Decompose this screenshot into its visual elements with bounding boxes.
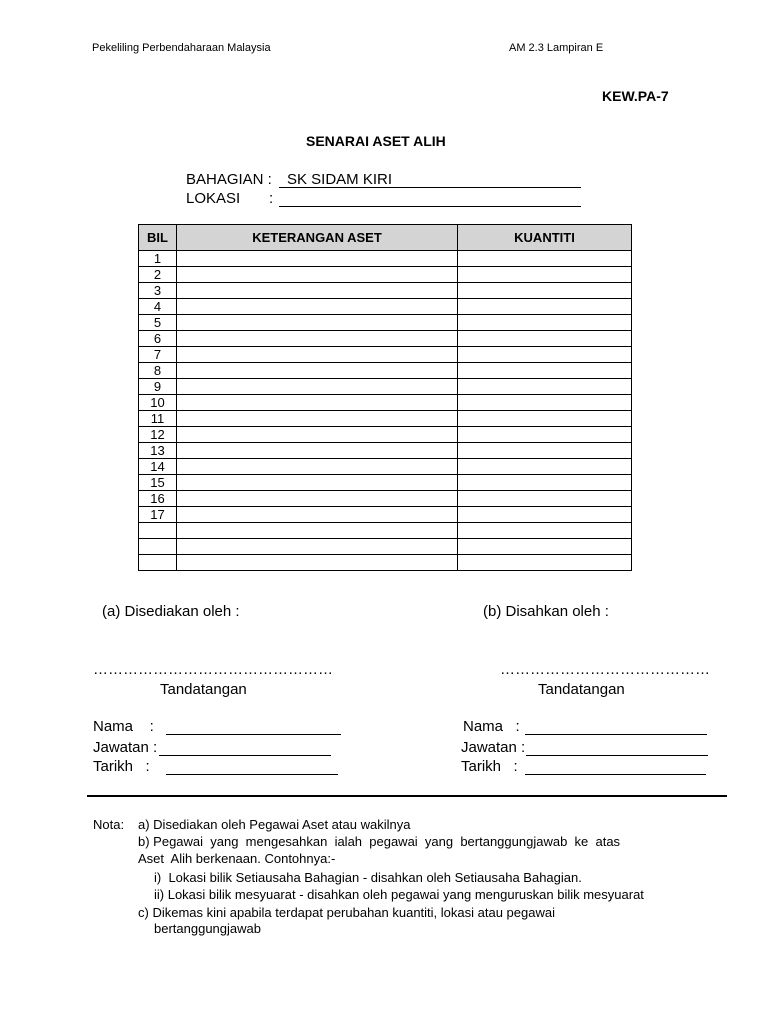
row-number: 2 — [139, 267, 177, 283]
kuantiti-cell[interactable] — [458, 315, 632, 331]
jawatan-left-underline — [159, 755, 331, 756]
table-row — [139, 507, 632, 523]
table-row — [139, 491, 632, 507]
column-header-bil: BIL — [139, 225, 177, 251]
table-row — [139, 267, 632, 283]
kuantiti-cell[interactable] — [458, 491, 632, 507]
keterangan-cell[interactable] — [177, 379, 458, 395]
nama-right-label: Nama : — [463, 718, 520, 735]
kuantiti-cell[interactable] — [458, 427, 632, 443]
row-number: 10 — [139, 395, 177, 411]
tandatangan-right: Tandatangan — [538, 681, 625, 698]
column-header-kuantiti: KUANTITI — [458, 225, 632, 251]
row-number: 16 — [139, 491, 177, 507]
row-number — [139, 523, 177, 539]
row-number: 15 — [139, 475, 177, 491]
signature-line-right: …………………………………… — [500, 661, 710, 678]
lokasi-colon: : — [269, 190, 274, 207]
note-b-line1: b) Pegawai yang mengesahkan ialah pegawai yang bertanggungjawab ke atas — [138, 834, 621, 849]
section-divider — [87, 795, 727, 797]
row-number: 7 — [139, 347, 177, 363]
table-row — [139, 331, 632, 347]
lokasi-label: LOKASI — [186, 190, 241, 207]
kuantiti-cell[interactable] — [458, 523, 632, 539]
keterangan-cell[interactable] — [177, 283, 458, 299]
row-number: 5 — [139, 315, 177, 331]
keterangan-cell[interactable] — [177, 507, 458, 523]
note-c-line1: c) Dikemas kini apabila terdapat perubahan kuantiti, lokasi atau pegawai — [138, 905, 555, 920]
table-row — [139, 379, 632, 395]
table-row — [139, 539, 632, 555]
keterangan-cell[interactable] — [177, 411, 458, 427]
jawatan-right-underline — [526, 755, 708, 756]
keterangan-cell[interactable] — [177, 427, 458, 443]
keterangan-cell[interactable] — [177, 443, 458, 459]
row-number: 14 — [139, 459, 177, 475]
row-number: 3 — [139, 283, 177, 299]
tarikh-right-underline — [525, 774, 706, 775]
tarikh-left-label: Tarikh : — [93, 758, 150, 775]
tandatangan-left: Tandatangan — [160, 681, 247, 698]
keterangan-cell[interactable] — [177, 363, 458, 379]
row-number: 11 — [139, 411, 177, 427]
row-number: 8 — [139, 363, 177, 379]
table-row — [139, 283, 632, 299]
table-row — [139, 475, 632, 491]
table-row — [139, 251, 632, 267]
kuantiti-cell[interactable] — [458, 347, 632, 363]
notes-label: Nota: — [93, 817, 125, 832]
table-row — [139, 347, 632, 363]
table-row — [139, 315, 632, 331]
page-title: SENARAI ASET ALIH — [306, 133, 446, 149]
table-row — [139, 459, 632, 475]
row-number — [139, 555, 177, 571]
form-code: KEW.PA-7 — [602, 88, 669, 104]
header-left: Pekeliling Perbendaharaan Malaysia — [92, 42, 271, 54]
approved-by-label: (b) Disahkan oleh : — [483, 603, 609, 620]
signature-line-left: ………………………………………… — [93, 661, 333, 678]
row-number — [139, 539, 177, 555]
prepared-by-label: (a) Disediakan oleh : — [102, 603, 240, 620]
bahagian-label: BAHAGIAN : — [186, 171, 272, 188]
lokasi-underline — [279, 206, 581, 207]
table-row — [139, 299, 632, 315]
table-row — [139, 555, 632, 571]
kuantiti-cell[interactable] — [458, 443, 632, 459]
keterangan-cell[interactable] — [177, 331, 458, 347]
nama-right-underline — [525, 734, 707, 735]
table-header-row — [139, 225, 632, 251]
keterangan-cell[interactable] — [177, 459, 458, 475]
kuantiti-cell[interactable] — [458, 507, 632, 523]
keterangan-cell[interactable] — [177, 491, 458, 507]
row-number: 17 — [139, 507, 177, 523]
keterangan-cell[interactable] — [177, 539, 458, 555]
keterangan-cell[interactable] — [177, 523, 458, 539]
tarikh-left-underline — [166, 774, 338, 775]
kuantiti-cell[interactable] — [458, 283, 632, 299]
kuantiti-cell[interactable] — [458, 363, 632, 379]
kuantiti-cell[interactable] — [458, 267, 632, 283]
kuantiti-cell[interactable] — [458, 475, 632, 491]
kuantiti-cell[interactable] — [458, 331, 632, 347]
kuantiti-cell[interactable] — [458, 539, 632, 555]
row-number: 6 — [139, 331, 177, 347]
kuantiti-cell[interactable] — [458, 251, 632, 267]
nama-left-label: Nama : — [93, 718, 154, 735]
note-ii: ii) Lokasi bilik mesyuarat - disahkan oleh pegawai yang menguruskan bilik mesyuarat — [154, 887, 644, 902]
keterangan-cell[interactable] — [177, 555, 458, 571]
row-number: 9 — [139, 379, 177, 395]
table-row — [139, 427, 632, 443]
tarikh-right-label: Tarikh : — [461, 758, 518, 775]
header-right: AM 2.3 Lampiran E — [509, 42, 604, 54]
note-i: i) Lokasi bilik Setiausaha Bahagian - disahkan oleh Setiausaha Bahagian. — [154, 870, 582, 885]
asset-table — [138, 224, 632, 571]
kuantiti-cell[interactable] — [458, 299, 632, 315]
column-header-keterangan: KETERANGAN ASET — [177, 225, 458, 251]
keterangan-cell[interactable] — [177, 475, 458, 491]
table-row — [139, 411, 632, 427]
kuantiti-cell[interactable] — [458, 459, 632, 475]
row-number: 1 — [139, 251, 177, 267]
table-row — [139, 395, 632, 411]
keterangan-cell[interactable] — [177, 315, 458, 331]
kuantiti-cell[interactable] — [458, 555, 632, 571]
row-number: 4 — [139, 299, 177, 315]
row-number: 13 — [139, 443, 177, 459]
kuantiti-cell[interactable] — [458, 379, 632, 395]
keterangan-cell[interactable] — [177, 267, 458, 283]
keterangan-cell[interactable] — [177, 395, 458, 411]
keterangan-cell[interactable] — [177, 347, 458, 363]
table-row — [139, 523, 632, 539]
table-row — [139, 363, 632, 379]
note-c-line2: bertanggungjawab — [154, 921, 261, 936]
kuantiti-cell[interactable] — [458, 411, 632, 427]
keterangan-cell[interactable] — [177, 299, 458, 315]
nama-left-underline — [166, 734, 341, 735]
table-row — [139, 443, 632, 459]
jawatan-right-label: Jawatan : — [461, 739, 526, 756]
keterangan-cell[interactable] — [177, 251, 458, 267]
note-a: a) Disediakan oleh Pegawai Aset atau wakilnya — [138, 817, 411, 832]
bahagian-value: SK SIDAM KIRI — [287, 171, 393, 188]
row-number: 12 — [139, 427, 177, 443]
note-b-line2: Aset Alih berkenaan. Contohnya:- — [138, 851, 336, 866]
jawatan-left-label: Jawatan : — [93, 739, 158, 756]
kuantiti-cell[interactable] — [458, 395, 632, 411]
